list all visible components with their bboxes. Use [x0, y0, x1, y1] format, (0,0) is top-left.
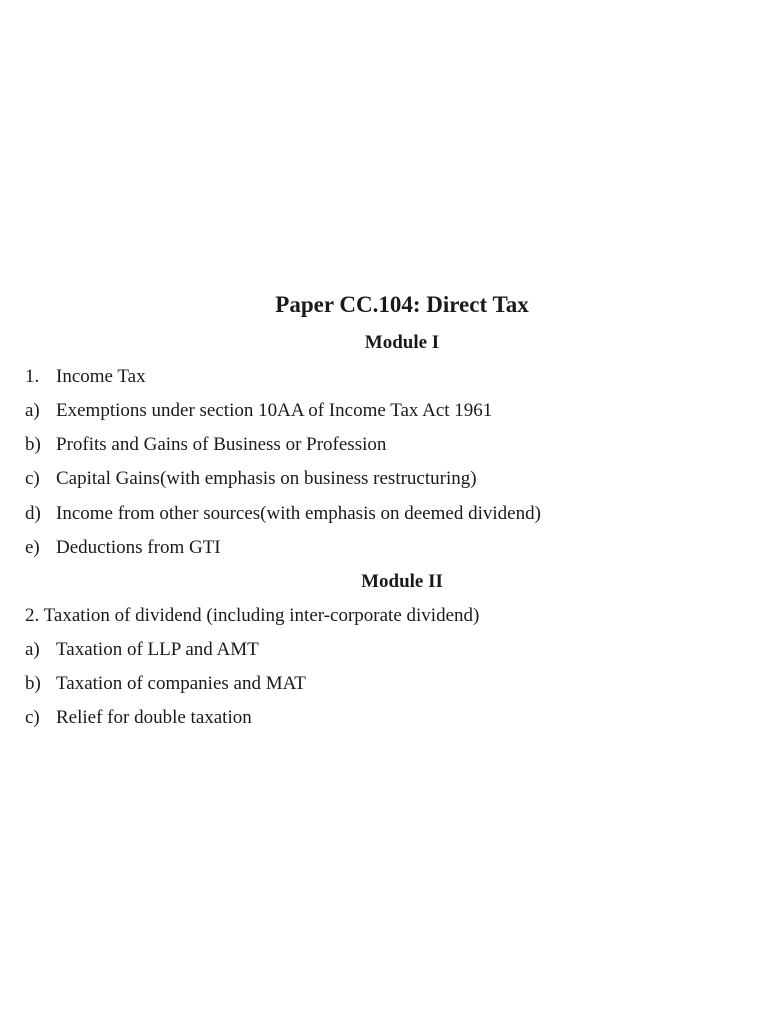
list-item-text: Deductions from GTI [56, 537, 221, 558]
list-item [25, 399, 492, 423]
list-item [25, 536, 221, 560]
list-marker: a) [25, 400, 40, 421]
list-item-text: Income from other sources(with emphasis on deemed dividend) [56, 503, 541, 524]
list-marker: e) [25, 537, 40, 558]
list-item-text: Capital Gains(with emphasis on business restructuring) [56, 468, 477, 489]
list-item-text: Profits and Gains of Business or Profession [56, 434, 387, 455]
list-marker: 1. [25, 366, 40, 387]
list-item [25, 502, 541, 526]
list-item [25, 433, 386, 457]
list-item-text: Taxation of companies and MAT [56, 673, 306, 694]
list-item-text: Income Tax [56, 366, 146, 387]
module-heading-1: Module I [364, 332, 440, 353]
list-marker: c) [25, 468, 40, 489]
list-marker: d) [25, 503, 41, 524]
list-item [25, 672, 306, 696]
list-item [25, 706, 252, 730]
list-marker: a) [25, 639, 40, 660]
list-item [25, 467, 477, 491]
list-item-text: Taxation of LLP and AMT [56, 639, 259, 660]
list-item-text: Exemptions under section 10AA of Income Tax Act 1961 [56, 400, 493, 421]
list-marker: b) [25, 673, 41, 694]
list-item [25, 638, 259, 662]
document-title: Paper CC.104: Direct Tax [275, 292, 529, 317]
list-marker: b) [25, 434, 41, 455]
list-item [25, 365, 146, 389]
module-intro-line: 2. Taxation of dividend (including inter-corporate dividend) [25, 605, 480, 626]
list-marker: c) [25, 707, 40, 728]
list-item-text: Relief for double taxation [56, 707, 252, 728]
module-heading-2: Module II [361, 571, 443, 592]
